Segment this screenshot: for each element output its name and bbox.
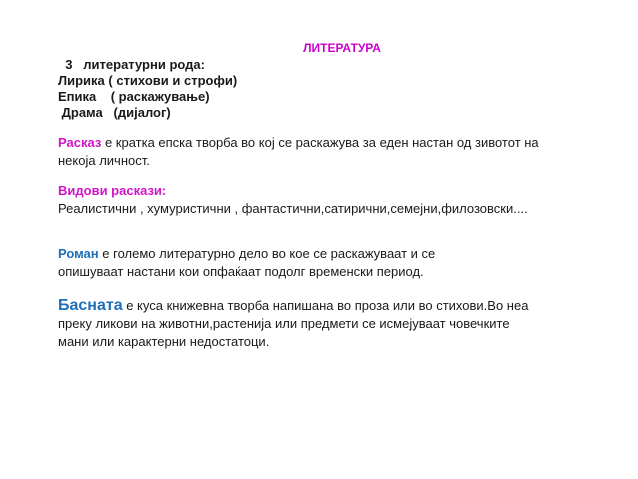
vidovi-text: Реалистични , хумуристични , фантастични,сатирични,семејни,филозовски.... (58, 201, 528, 216)
basna-line-3: мани или карактерни недостатоци. (58, 334, 270, 349)
basna-line-1: е куса книжевна творба напишана во проза или во стихови.Во неа (122, 298, 529, 313)
raskaz-paragraph (58, 134, 618, 170)
basna-paragraph (58, 297, 618, 351)
vidovi-paragraph (58, 182, 618, 218)
basna-term: Басната (58, 297, 123, 314)
vidovi-heading: Видови раскази: (58, 183, 167, 198)
genre-item-drama: Драма (дијалог) (58, 105, 171, 120)
genre-item-lyric: Лирика ( стихови и строфи) (58, 73, 238, 88)
slide-title: ЛИТЕРАТУРА (303, 41, 381, 55)
roman-term: Роман (58, 246, 99, 261)
raskaz-line-2: некоја личност. (58, 153, 150, 168)
basna-line-2: преку ликови на животни,растенија или предмети се исмејуваат човечките (58, 316, 510, 331)
roman-line-2: опишуваат настани кои опфаќаат подолг временски период. (58, 264, 424, 279)
genres-heading: 3 литературни рода: (58, 57, 205, 72)
roman-line-1: е големо литературно дело во кое се раскажуваат и се (98, 246, 436, 261)
raskaz-line-1: е кратка епска творба во кој се раскажува за еден настан од зивотот на (101, 135, 539, 150)
genres-block (58, 57, 237, 121)
raskaz-term: Расказ (58, 135, 102, 150)
roman-paragraph (58, 245, 618, 281)
genre-item-epic: Епика ( раскажување) (58, 89, 210, 104)
